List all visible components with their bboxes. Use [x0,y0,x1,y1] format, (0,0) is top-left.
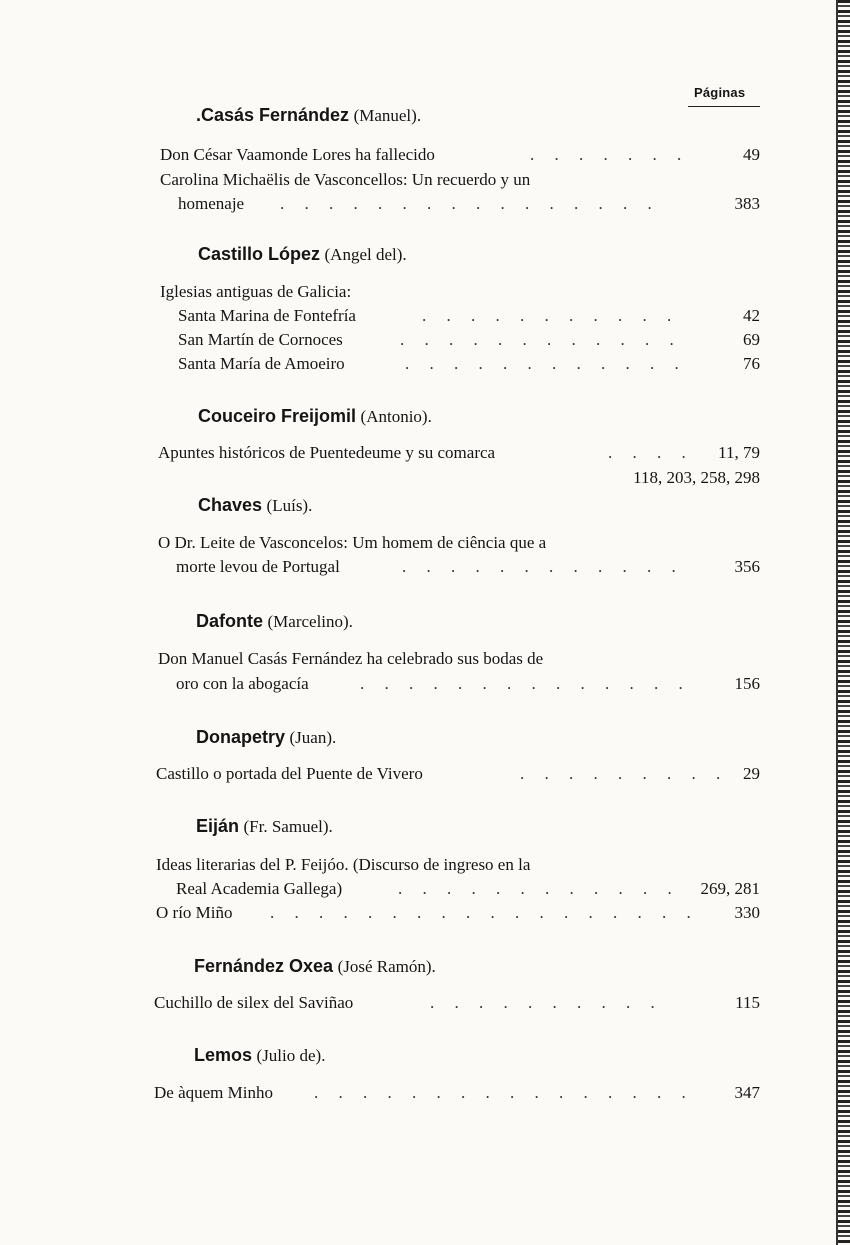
entry-page-number: 76 [743,354,760,373]
author-heading-fernandez-oxea [194,956,436,977]
toc-entry[interactable] [0,194,850,218]
entry-title: oro con la abogacía [176,674,309,693]
toc-entry[interactable] [0,764,850,788]
toc-entry[interactable] [0,533,850,557]
author-heading-eijan [196,816,333,837]
entry-page-number: 11, 79 [718,443,760,462]
entry-page-number: 29 [743,764,760,783]
entry-title: Apuntes históricos de Puentedeume y su comarca [158,443,496,462]
toc-section-heading [0,282,850,306]
author-heading-lemos [194,1045,325,1066]
leader-dots: . . . . . . . . . . . . [402,557,684,576]
leader-dots: . . . . . . . . . . . [422,306,680,325]
toc-entry[interactable] [0,674,850,698]
entry-title: Carolina Michaëlis de Vasconcellos: Un recuerdo y un [160,170,531,189]
author-given-name: (Angel del). [324,245,407,264]
author-surname: Dafonte [196,611,263,631]
toc-entry[interactable] [0,1083,850,1107]
entry-title: Don César Vaamonde Lores ha fallecido [160,145,435,164]
entry-title: morte levou de Portugal [176,557,340,576]
entry-page-number: 49 [743,145,760,164]
author-given-name: (Luís). [266,496,313,515]
entry-page-number: 383 [734,194,760,213]
author-heading-donapetry [196,727,336,748]
entry-title: San Martín de Cornoces [178,330,343,349]
entry-page-number: 115 [735,993,760,1012]
author-given-name: (José Ramón). [337,957,436,976]
entry-title: Santa Marina de Fontefría [178,306,356,325]
toc-entry[interactable] [0,170,850,194]
author-surname: Donapetry [196,727,286,747]
entry-title: Castillo o portada del Puente de Vivero [156,764,423,783]
entry-page-number: 118, 203, 258, 298 [633,468,760,487]
toc-entry[interactable] [0,993,850,1017]
author-given-name: (Juan). [289,728,337,747]
author-given-name: (Fr. Samuel). [243,817,333,836]
toc-entry[interactable] [0,354,850,378]
toc-entry[interactable] [0,443,850,467]
toc-entry[interactable] [0,855,850,879]
leader-dots: . . . . . . . . . . . . . . . . [280,194,660,213]
entry-page-number: 69 [743,330,760,349]
author-given-name: (Antonio). [360,407,432,426]
leader-dots: . . . . . . . . . . [430,993,663,1012]
leader-dots: . . . . . . . . . . . . . . . . . . [270,903,699,922]
entry-page-number: 156 [734,674,760,693]
author-heading-casas [196,105,421,126]
entry-title: Don Manuel Casás Fernández ha celebrado sus bodas de [158,649,544,668]
entry-page-number: 269, 281 [700,879,760,898]
entry-title: Cuchillo de silex del Saviñao [154,993,354,1012]
author-surname: .Casás Fernández [196,105,350,125]
leader-dots: . . . . . . . . . . . . [398,879,680,898]
entry-title: De àquem Minho [154,1083,273,1102]
author-heading-castillo [198,244,407,265]
toc-entry[interactable] [0,649,850,673]
entry-page-number: 356 [734,557,760,576]
leader-dots: . . . . . . . . . . . . . . [360,674,691,693]
entry-title: Santa María de Amoeiro [178,354,345,373]
leader-dots: . . . . . . . . . [520,764,729,783]
entry-title: O Dr. Leite de Vasconcelos: Um homem de ciência que a [158,533,547,552]
author-surname: Castillo López [198,244,321,264]
author-surname: Chaves [198,495,263,515]
toc-entry[interactable] [0,557,850,581]
entry-title: homenaje [178,194,245,213]
header-rule [688,106,760,107]
toc-entry[interactable] [0,145,850,169]
entry-page-number: 347 [734,1083,760,1102]
author-surname: Couceiro Freijomil [198,406,357,426]
entry-title: Real Academia Gallega) [176,879,343,898]
author-heading-chaves [198,495,312,516]
author-surname: Lemos [194,1045,253,1065]
author-given-name: (Marcelino). [267,612,353,631]
author-heading-dafonte [196,611,353,632]
author-heading-couceiro [198,406,432,427]
entry-title: O río Miño [156,903,233,922]
toc-entry[interactable] [0,879,850,903]
toc-entry[interactable] [0,903,850,927]
entry-page-number: 42 [743,306,760,325]
entry-title: Ideas literarias del P. Feijóo. (Discurso de ingreso en la [156,855,531,874]
author-given-name: (Julio de). [256,1046,326,1065]
toc-entry[interactable] [0,330,850,354]
toc-entry-continuation[interactable] [0,468,850,492]
toc-entry[interactable] [0,306,850,330]
entry-title: Iglesias antiguas de Galicia: [160,282,352,301]
leader-dots: . . . . . . . . . . . . . . . . [314,1083,694,1102]
author-surname: Fernández Oxea [194,956,334,976]
author-surname: Eiján [196,816,240,836]
leader-dots: . . . . [608,443,694,462]
leader-dots: . . . . . . . . . . . . [400,330,682,349]
pages-column-header: Páginas [694,85,746,100]
author-given-name: (Manuel). [353,106,422,125]
leader-dots: . . . . . . . . . . . . [405,354,687,373]
entry-page-number: 330 [734,903,760,922]
leader-dots: . . . . . . . [530,145,690,164]
